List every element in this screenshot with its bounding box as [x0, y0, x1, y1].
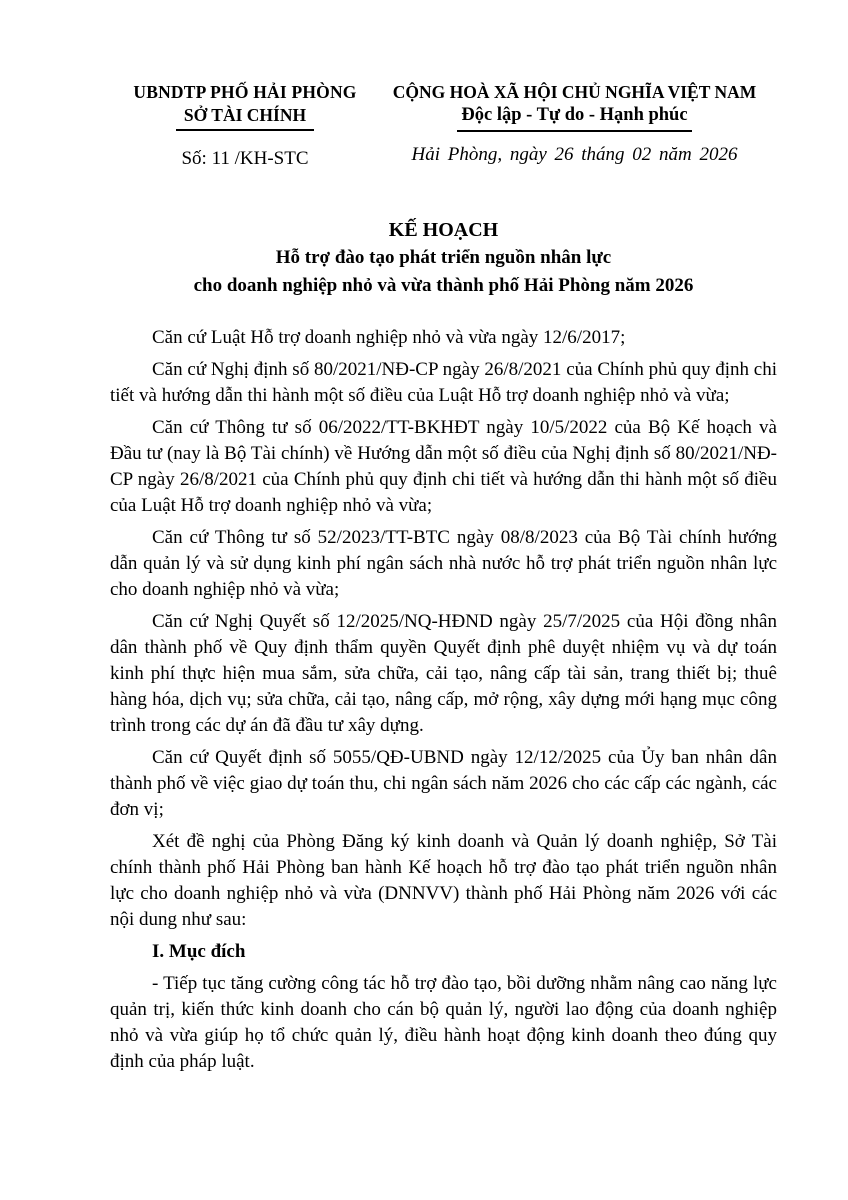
- title-block: [110, 216, 777, 300]
- legal-basis-paragraph-1: Căn cứ Luật Hỗ trợ doanh nghiệp nhỏ và vừa ngày 12/6/2017;: [152, 327, 626, 348]
- issuing-agency-block: [80, 82, 410, 170]
- legal-basis-paragraph-2: Căn cứ Nghị định số 80/2021/NĐ-CP ngày 26/8/2021 của Chính phủ quy định chi tiết và hướng dẫn thi hành một số điều của Luật Hỗ trợ doanh nghiệp nhỏ và vừa;: [110, 359, 777, 406]
- national-motto-text: Độc lập - Tự do - Hạnh phúc: [457, 104, 691, 132]
- doc-subtitle-line1: Hỗ trợ đào tạo phát triển nguồn nhân lực: [275, 247, 612, 268]
- agency-name: [80, 105, 410, 131]
- legal-basis-paragraph-4: Căn cứ Thông tư số 52/2023/TT-BTC ngày 08/8/2023 của Bộ Tài chính hướng dẫn quản lý và sử dụng kinh phí ngân sách nhà nước hỗ trợ phát triển nguồn nhân lực cho doanh nghiệp nhỏ và vừa;: [110, 527, 777, 600]
- country-name: CỘNG HOÀ XÃ HỘI CHỦ NGHĨA VIỆT NAM: [392, 82, 757, 102]
- legal-basis-paragraph-6: Căn cứ Quyết định số 5055/QĐ-UBND ngày 12/12/2025 của Ủy ban nhân dân thành phố về việc giao dự toán thu, chi ngân sách năm 2026 cho các cấp các ngành, các đơn vị;: [110, 747, 777, 820]
- agency-name-text: SỞ TÀI CHÍNH: [176, 105, 314, 131]
- doc-subtitle-line2: cho doanh nghiệp nhỏ và vừa thành phố Hải Phòng năm 2026: [193, 275, 694, 296]
- legal-basis-paragraph-5: Căn cứ Nghị Quyết số 12/2025/NQ-HĐND ngày 25/7/2025 của Hội đồng nhân dân thành phố về Quy định thẩm quyền Quyết định phê duyệt nhiệm vụ và dự toán kinh phí thực hiện mua sắm, sửa chữa, cải tạo, nâng cấp tài sản, trang thiết bị; thuê hàng hóa, dịch vụ; sửa chữa, cải tạo, nâng cấp, mở rộng, xây dựng mới hạng mục công trình trong các dự án đã đầu tư xây dựng.: [110, 611, 777, 736]
- document-header: [0, 82, 848, 170]
- doc-type-title: KẾ HOẠCH: [388, 219, 499, 241]
- agency-parent-name: UBNDTP PHỐ HẢI PHÒNG: [133, 82, 357, 102]
- section-heading-muc-dich: I. Mục đích: [152, 941, 246, 962]
- proposal-paragraph: Xét đề nghị của Phòng Đăng ký kinh doanh và Quản lý doanh nghiệp, Sở Tài chính thành phố Hải Phòng ban hành Kế hoạch hỗ trợ đào tạo phát triển nguồn nhân lực cho doanh nghiệp nhỏ và vừa (DNNVV) thành phố Hải Phòng năm 2026 với các nội dung như sau:: [110, 831, 777, 930]
- document-body: [110, 325, 777, 1075]
- national-header-block: [382, 82, 767, 166]
- national-motto: [382, 104, 767, 132]
- document-number: Số: 11 /KH-STC: [181, 148, 309, 169]
- legal-basis-paragraph-3: Căn cứ Thông tư số 06/2022/TT-BKHĐT ngày 10/5/2022 của Bộ Kế hoạch và Đầu tư (nay là Bộ Tài chính) về Hướng dẫn một số điều của Nghị định số 80/2021/NĐ-CP ngày 26/8/2021 của Chính phủ quy định chi tiết và hướng dẫn thi hành một số điều của Luật Hỗ trợ doanh nghiệp nhỏ và vừa;: [110, 417, 777, 516]
- place-date-line: Hải Phòng, ngày 26 tháng 02 năm 2026: [411, 144, 738, 165]
- purpose-paragraph: - Tiếp tục tăng cường công tác hỗ trợ đào tạo, bồi dưỡng nhằm nâng cao năng lực quản trị, kiến thức kinh doanh cho cán bộ quản lý, người lao động của doanh nghiệp nhỏ và vừa giúp họ tổ chức quản lý, điều hành hoạt động kinh doanh theo đúng quy định của pháp luật.: [110, 973, 777, 1072]
